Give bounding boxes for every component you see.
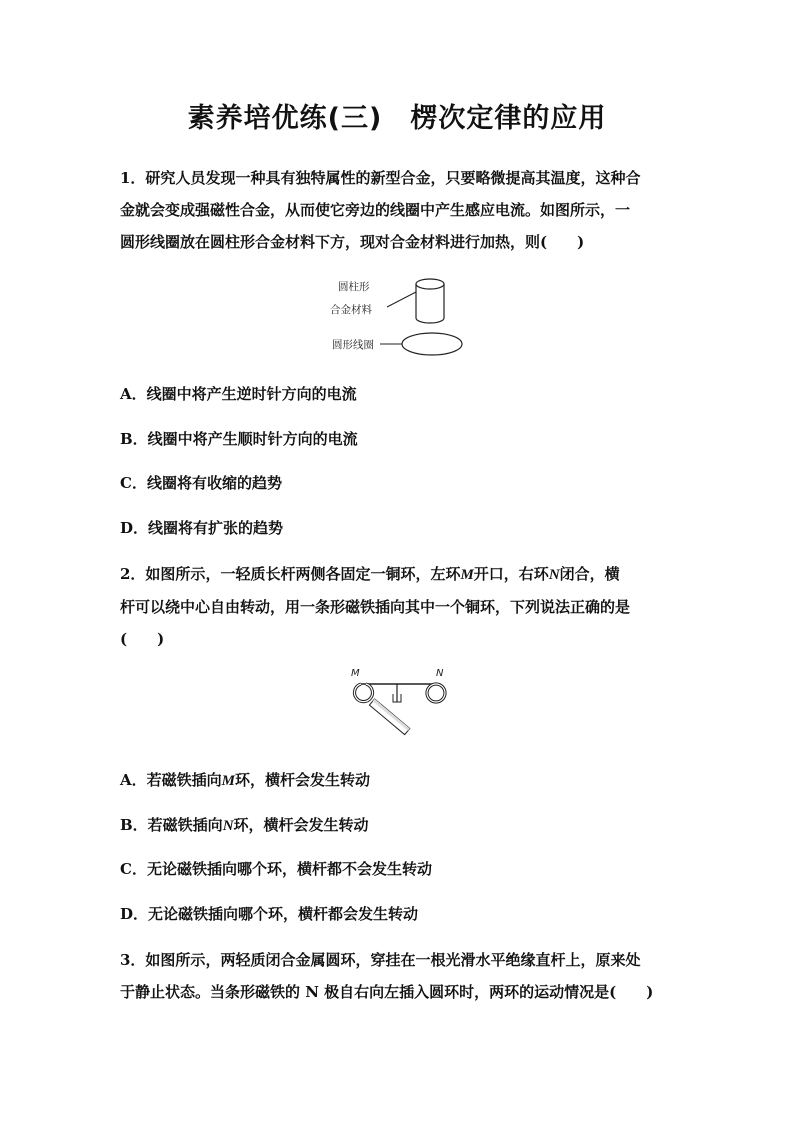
question-1-figure [320, 272, 480, 362]
question-2-figure [340, 662, 452, 746]
question-1-option-c: C．线圈将有收缩的趋势 [120, 474, 282, 492]
question-1-option-b: B．线圈中将产生顺时针方向的电流 [120, 430, 358, 448]
question-3-line: 于静止状态。当条形磁铁的 N 极自右向左插入圆环时，两环的运动情况是( ) [120, 983, 654, 1001]
question-3-line: 3．如图所示，两轻质闭合金属圆环，穿挂在一根光滑水平绝缘直杆上，原来处 [120, 951, 641, 969]
cylinder-top [416, 279, 444, 289]
question-3-stem [120, 944, 676, 1008]
question-1-line: 金就会变成强磁性合金，从而使它旁边的线圈中产生感应电流。如图所示，一 [120, 201, 631, 219]
question-2-option-a: A．若磁铁插向M环，横杆会发生转动 [120, 771, 370, 789]
coil-ellipse [402, 333, 462, 355]
question-1-stem [120, 162, 676, 258]
question-2-option-d: D．无论磁铁插向哪个环，横杆都会发生转动 [120, 905, 419, 923]
label-cylinder-1: 圆柱形 [338, 281, 370, 293]
question-1-option-d: D．线圈将有扩张的趋势 [120, 519, 284, 537]
title-sub: 楞次定律的应用 [410, 103, 607, 134]
label-m: M [351, 668, 360, 679]
question-2-option-c: C．无论磁铁插向哪个环，横杆都不会发生转动 [120, 860, 432, 878]
bar-magnet [369, 699, 409, 735]
question-2-stem [120, 558, 676, 655]
question-2-line: ( ) [120, 630, 165, 648]
question-1-option-a: A．线圈中将产生逆时针方向的电流 [120, 385, 357, 403]
question-2-line: 2．如图所示，一轻质长杆两侧各固定一铜环，左环M开口，右环N闭合，横 [120, 565, 620, 583]
question-1-line: 1．研究人员发现一种具有独特属性的新型合金，只要略微提高其温度，这种合 [120, 169, 641, 187]
label-coil: 圆形线圈 [332, 339, 374, 351]
question-2-line: 杆可以绕中心自由转动，用一条形磁铁插向其中一个铜环，下列说法正确的是 [120, 598, 631, 616]
question-2-option-b: B．若磁铁插向N环，横杆会发生转动 [120, 816, 369, 834]
page-title [0, 96, 794, 135]
label-cylinder-2: 合金材料 [330, 304, 372, 316]
title-main: 素养培优练(三) [187, 103, 383, 134]
label-n: N [436, 668, 444, 679]
question-1-line: 圆形线圈放在圆柱形合金材料下方，现对合金材料进行加热，则( ) [120, 233, 585, 251]
